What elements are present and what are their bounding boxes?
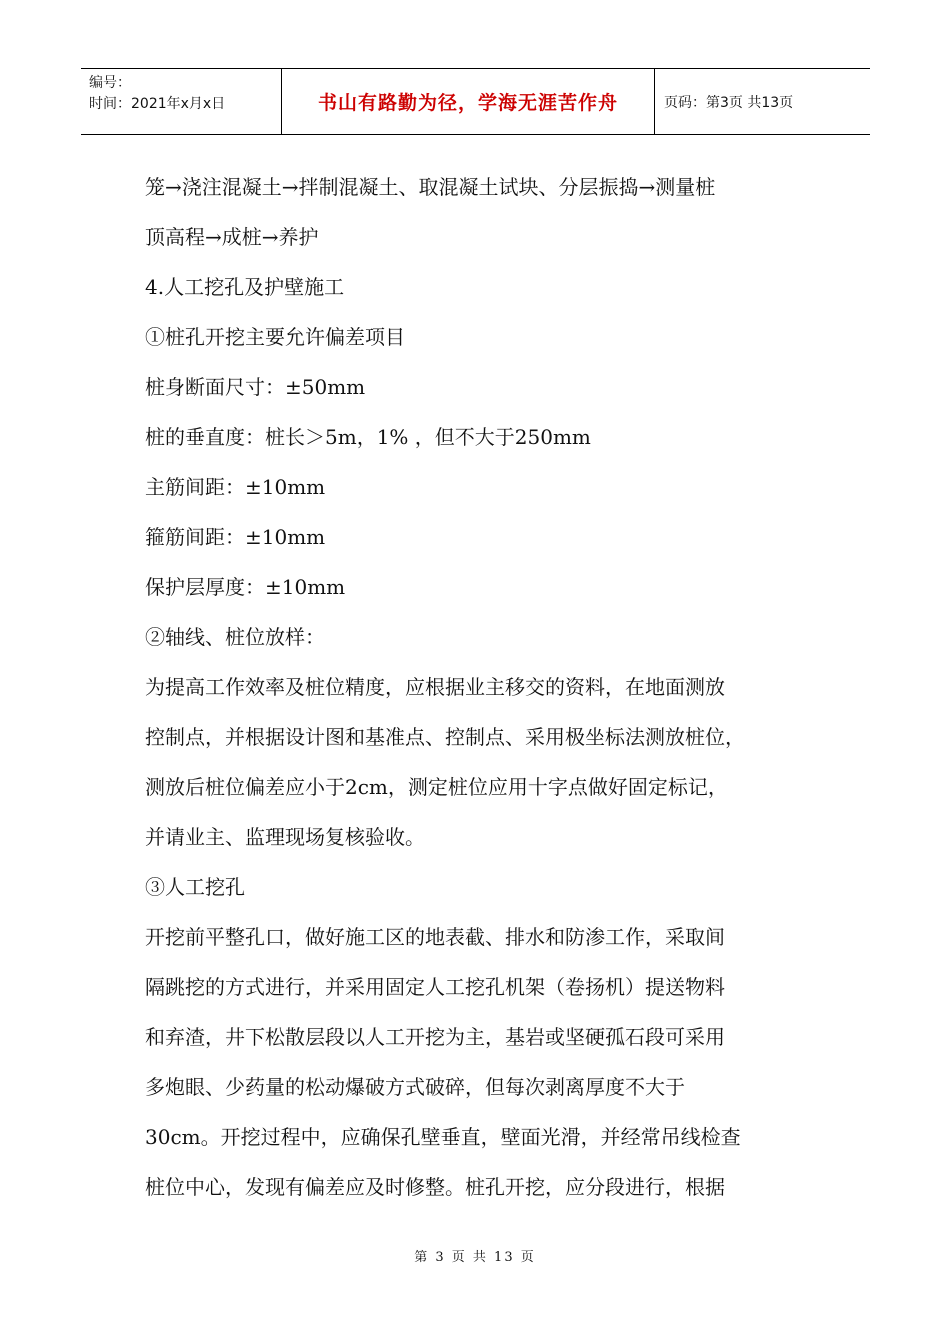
body-text-line: 保护层厚度：±10mm xyxy=(145,575,346,599)
body-text-line: 和弃渣，井下松散层段以人工开挖为主，基岩或坚硬孤石段可采用 xyxy=(145,1025,725,1049)
document-date-label: 时间：2021年x月x日 xyxy=(89,96,226,112)
body-text-line: 多炮眼、少药量的松动爆破方式破碎，但每次剥离厚度不大于 xyxy=(145,1075,685,1099)
body-text-line: 箍筋间距：±10mm xyxy=(145,525,326,549)
body-text-line: 顶高程→成桩→养护 xyxy=(145,225,319,249)
body-text-line: ③人工挖孔 xyxy=(145,875,245,899)
header-meta-cell xyxy=(81,69,282,134)
body-text-line: 笼→浇注混凝土→拌制混凝土、取混凝土试块、分层振捣→测量桩 xyxy=(145,175,716,199)
body-text-line: 主筋间距：±10mm xyxy=(145,475,326,499)
document-body xyxy=(145,162,835,1212)
body-text-line: ②轴线、桩位放样： xyxy=(145,625,325,649)
body-text-line: 隔跳挖的方式进行，并采用固定人工挖孔机架（卷扬机）提送物料 xyxy=(145,975,725,999)
body-text-line: 为提高工作效率及桩位精度，应根据业主移交的资料，在地面测放 xyxy=(145,675,725,699)
header-motto-cell xyxy=(282,69,655,134)
body-text-line: 桩位中心，发现有偏差应及时修整。桩孔开挖，应分段进行，根据 xyxy=(145,1175,725,1199)
body-text-line: 桩的垂直度：桩长＞5m，1% ，但不大于250mm xyxy=(145,425,591,449)
header-table xyxy=(81,68,870,135)
header-motto: 书山有路勤为径，学海无涯苦作舟 xyxy=(317,92,618,114)
body-text-line: 开挖前平整孔口，做好施工区的地表截、排水和防渗工作，采取间 xyxy=(145,925,725,949)
body-text-line: 测放后桩位偏差应小于2cm，测定桩位应用十字点做好固定标记， xyxy=(145,775,728,799)
body-text-line: 控制点，并根据设计图和基准点、控制点、采用极坐标法测放桩位， xyxy=(145,725,745,749)
body-text-line: 4.人工挖孔及护壁施工 xyxy=(145,275,345,299)
page-footer: 第 3 页 共 13 页 xyxy=(414,1250,536,1265)
body-text-line: 桩身断面尺寸：±50mm xyxy=(145,375,366,399)
body-text-line: 30cm。开挖过程中，应确保孔壁垂直，壁面光滑，并经常吊线检查 xyxy=(145,1125,741,1149)
header-page-cell xyxy=(655,69,870,134)
body-text-line: 并请业主、监理现场复核验收。 xyxy=(145,825,425,849)
header-page-info: 页码：第3页 共13页 xyxy=(664,94,794,111)
body-text-line: ①桩孔开挖主要允许偏差项目 xyxy=(145,325,405,349)
document-number-label: 编号： xyxy=(89,75,131,91)
